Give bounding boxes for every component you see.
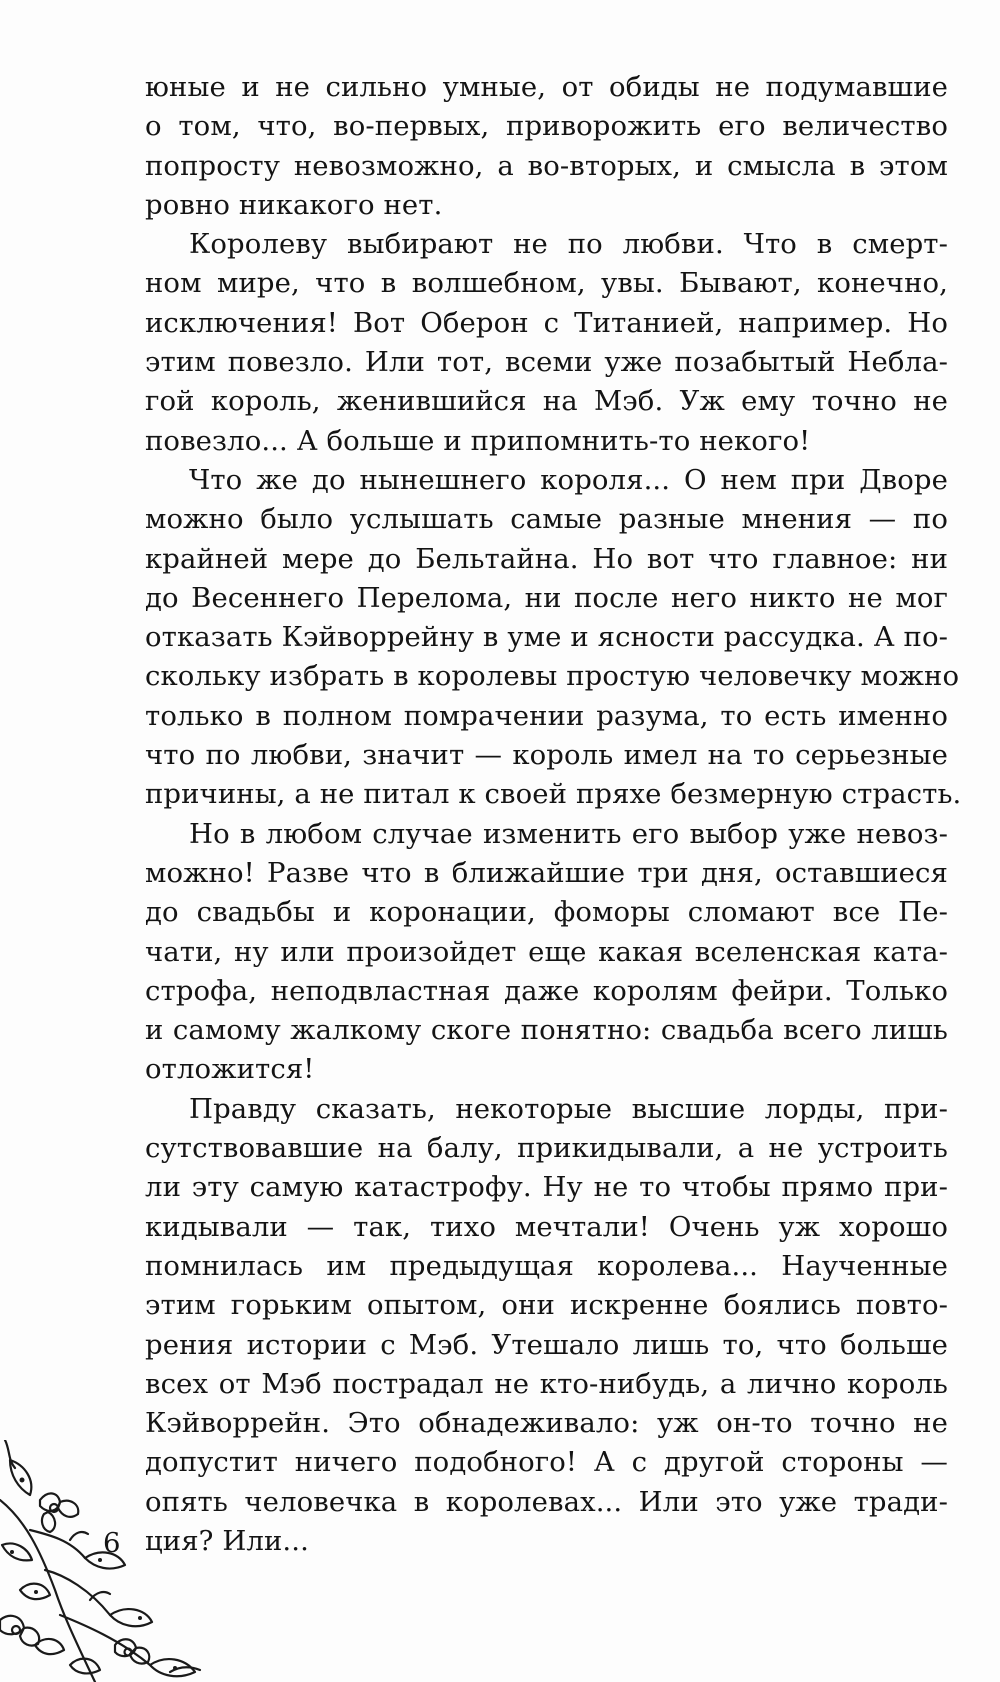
text-line: до Весеннего Перелома, ни после него никто не мог bbox=[145, 581, 948, 614]
text-line: опять человечка в королевах... Или это уже тради- bbox=[145, 1485, 948, 1518]
text-line: что по любви, значит — король имел на то серьезные bbox=[145, 739, 948, 772]
text-line: отложится! bbox=[145, 1053, 315, 1086]
text-line: ли эту самую катастрофу. Ну не то чтобы прямо при- bbox=[145, 1171, 948, 1204]
text-line: строфа, неподвластная даже королям фейри. Только bbox=[145, 974, 948, 1007]
text-line: до свадьбы и коронации, фоморы сломают все Пе- bbox=[145, 896, 948, 929]
page-number: 6 bbox=[103, 1527, 121, 1559]
text-line: Но в любом случае изменить его выбор уже невоз- bbox=[189, 817, 948, 850]
floral-ornament-icon bbox=[0, 1440, 250, 1682]
paragraph-4 bbox=[145, 815, 948, 1090]
paragraph-3 bbox=[145, 461, 962, 815]
text-line: ция? Или... bbox=[145, 1524, 309, 1557]
text-line: попросту невозможно, а во-вторых, и смысла в этом bbox=[145, 149, 948, 182]
text-line: ровно никакого нет. bbox=[145, 188, 443, 221]
text-line: исключения! Вот Оберон с Титанией, например. Но bbox=[145, 306, 948, 339]
text-line: допустит ничего подобного! А с другой стороны — bbox=[145, 1446, 948, 1479]
text-line: чати, ну или произойдет еще какая вселенская ката- bbox=[145, 935, 948, 968]
paragraph-1 bbox=[145, 68, 948, 225]
text-line: повезло... А больше и припомнить-то некого! bbox=[145, 424, 811, 457]
paragraph-5 bbox=[145, 1090, 948, 1562]
text-line: скольку избрать в королевы простую человечку можно bbox=[145, 660, 960, 693]
text-line: этим повезло. Или тот, всеми уже позабытый Небла- bbox=[145, 346, 948, 379]
text-line: юные и не сильно умные, от обиды не подумавшие bbox=[145, 71, 948, 103]
text-line: можно было услышать самые разные мнения — по bbox=[145, 503, 948, 536]
body-text bbox=[145, 68, 962, 1561]
text-line: кидывали — так, тихо мечтали! Очень уж хорошо bbox=[145, 1210, 948, 1243]
text-line: Правду сказать, некоторые высшие лорды, при- bbox=[189, 1092, 948, 1125]
text-line: этим горьким опытом, они искренне боялись повто- bbox=[145, 1289, 948, 1322]
text-line: причины, а не питал к своей пряхе безмерную страсть. bbox=[145, 778, 962, 811]
text-line: и самому жалкому скоге понятно: свадьба всего лишь bbox=[145, 1014, 948, 1047]
text-line: только в полном помрачении разума, то есть именно bbox=[145, 699, 948, 732]
text-line: рения истории с Мэб. Утешало лишь то, что больше bbox=[145, 1328, 948, 1361]
text-line: Что же до нынешнего короля... О нем при Дворе bbox=[189, 463, 948, 496]
paragraph-2 bbox=[145, 225, 948, 461]
text-line: гой король, женившийся на Мэб. Уж ему точно не bbox=[145, 385, 948, 418]
text-line: отказать Кэйворрейну в уме и ясности рассудка. А по- bbox=[145, 621, 948, 654]
text-line: можно! Разве что в ближайшие три дня, оставшиеся bbox=[145, 856, 948, 889]
text-line: Королеву выбирают не по любви. Что в смерт- bbox=[189, 228, 948, 261]
text-line: о том, что, во-первых, приворожить его величество bbox=[145, 110, 948, 143]
text-line: крайней мере до Бельтайна. Но вот что главное: ни bbox=[145, 542, 948, 575]
text-line: помнилась им предыдущая королева... Наученные bbox=[145, 1249, 948, 1282]
text-line: всех от Мэб пострадал не кто-нибудь, а лично король bbox=[145, 1367, 948, 1400]
text-line: ном мире, что в волшебном, увы. Бывают, конечно, bbox=[145, 267, 948, 300]
text-line: Кэйворрейн. Это обнадеживало: уж он-то точно не bbox=[145, 1407, 948, 1440]
text-line: сутствовавшие на балу, прикидывали, а не устроить bbox=[145, 1132, 948, 1165]
